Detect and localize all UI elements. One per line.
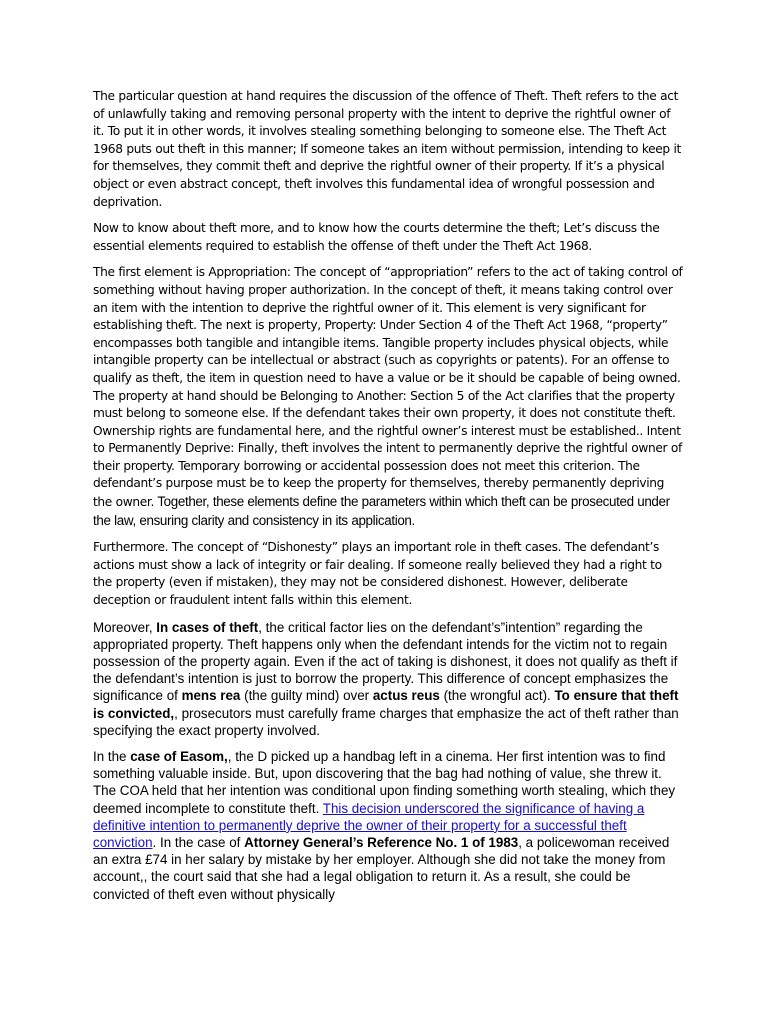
case-attorney-general: Attorney General’s Reference No. 1 of 1983 [244,835,519,851]
intention-text-1: Moreover, [93,619,157,635]
intention-bold-4: To ensure that theft is convicted, [93,688,679,721]
cases-text-1: In the [93,749,131,765]
intention-bold-1: In cases of theft [156,619,259,635]
paragraph-dishonesty: Furthermore. The concept of “Dishonesty” plays an important role in theft cases. The defendant’s actions must show a lack of integrity or fair dealing. If someone really believed they had a right to the property (even if mistaken), they may not be considered dishonest. However, deliberate deception or fraudulent intent falls within this element. [93,540,662,608]
document-page [93,88,683,903]
elements-summary: Together, these elements define the parameters within which theft can be prosecuted under the law, ensuring clarity and consistency in its application. [93,494,670,528]
intention-bold-mens-rea: mens rea [181,688,241,704]
intention-text-3: (the guilty mind) over [240,688,373,704]
paragraph-elements-intro: Now to know about theft more, and to know how the courts determine the theft; Let’s discuss the essential elements required to establish the offense of theft under the Theft Act 1968. [93,221,660,253]
cases-text-2: , the D picked up a handbag left in a cinema. Her first intention was to find something valuable inside. But, upon discovering that the bag had nothing of value, she threw it. The COA held that her intention was conditional upon finding something worth stealing, which they deemed incomplete to constitute theft. [93,749,676,816]
intention-text-4: (the wrongful act). [439,688,555,704]
cases-text-4: , a policewoman received an extra £74 in her salary by mistake by her employer. Although she did not take the money from account,, the court said that she had a legal obligation to return it. As a result, she could be convicted of theft even without physically [93,835,670,902]
paragraph-intro: The particular question at hand requires the discussion of the offence of Theft. Theft refers to the act of unlawfully taking and removing personal property with the intent to deprive the rightful owner of it. To put it in other words, it involves stealing something belonging to someone else. The Theft Act 1968 puts out theft in this manner; If someone takes an item without permission, intending to keep it for themselves, they commit theft and deprive the rightful owner of their property. If it’s a physical object or even abstract concept, theft involves this fundamental idea of wrongful possession and deprivation. [93,89,681,209]
elements-text: The first element is Appropriation: The concept of “appropriation” refers to the act of taking control of something without having proper authorization. In the concept of theft, it means taking control over an item with the intention to deprive the rightful owner of it. This element is very significant for establishing theft. The next is property, Property: Under Section 4 of the Theft Act 1968, “property” encompasses both tangible and intangible items. Tangible property includes physical objects, while intangible property can be intellectual or abstract (such as copyrights or patents). For an offense to qualify as theft, the item in question need to have a value or be it should be capable of being owned. The property at hand should be Belonging to Another: Section 5 of the Act clarifies that the property must belong to someone else. If the defendant takes their own property, it does not constitute theft. Ownership rights are fundamental here, and the rightful owner’s interest must be established.. Intent to Permanently Deprive: Finally, theft involves the intent to permanently deprive the rightful owner of their property. Temporary borrowing or accidental possession does not meet this criterion. The defendant’s purpose must be to keep the property for themselves, thereby permanently depriving the owner. [93,265,683,510]
intention-text-5: , prosecutors must carefully frame charges that emphasize the act of theft rather than specifying the exact property involved. [93,705,679,738]
intention-bold-actus-reus: actus reus [372,688,440,704]
cases-text-3: . In the case of [152,835,245,851]
paragraph-intention [93,619,683,739]
intention-text-2: , the critical factor lies on the defendant’s”intention” regarding the appropriated property. Theft happens only when the defendant intends for the victim not to regain possession of the property again. Even if the act of taking is dishonest, it does not qualify as theft if the defendant’s intention is just to borrow the property. This difference of concept emphasizes the significance of [93,619,678,704]
case-easom: case of Easom, [130,749,228,765]
decision-link[interactable]: This decision underscored the significance of having a definitive intention to permanently deprive the owner of their property for a successful theft conviction [93,800,645,851]
paragraph-elements [93,264,683,530]
paragraph-cases [93,748,683,903]
